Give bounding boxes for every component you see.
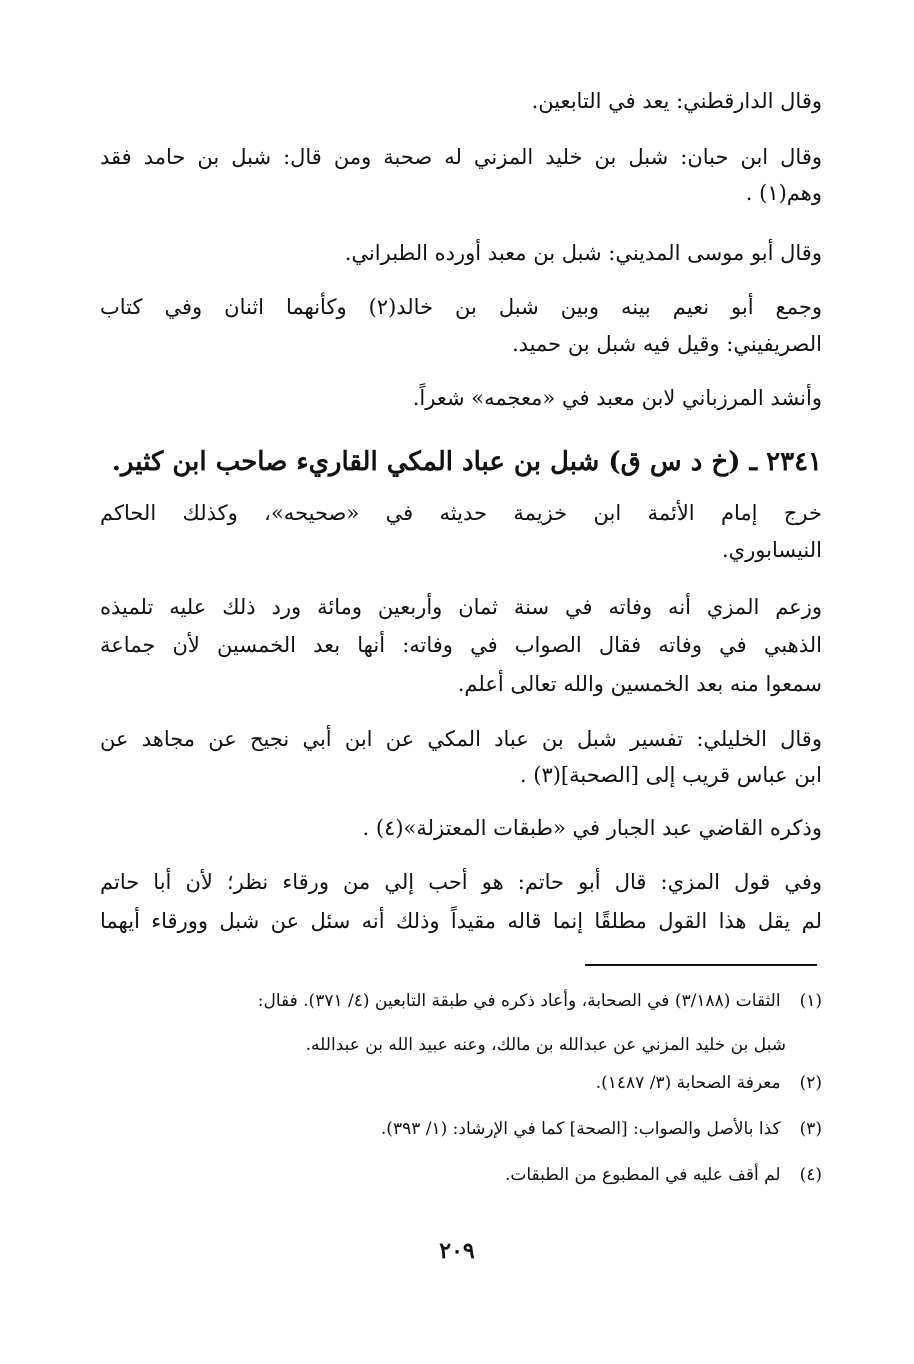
page-number: ٢٠٩ — [439, 1238, 475, 1264]
footnote-number: (١) — [799, 991, 822, 1011]
body-line-11: وزعم المزي أنه وفاته في سنة ثمان وأربعين ومائة ورد ذلك عليه تلميذه — [100, 595, 822, 619]
footnote-number: (٤) — [799, 1165, 822, 1185]
body-line-3: وهم(١) . — [745, 181, 822, 205]
body-line-12: الذهبي في وفاته فقال الصواب في وفاته: أنها بعد الخمسين لأن جماعة — [100, 633, 822, 657]
body-line-9: خرج إمام الأئمة ابن خزيمة حديثه في «صحيحه»، وكذلك الحاكم — [100, 501, 822, 525]
body-line-17: وفي قول المزي: قال أبو حاتم: هو أحب إلي من ورقاء نظر؛ لأن أبا حاتم — [100, 870, 822, 894]
footnote-3 — [100, 1114, 822, 1144]
body-line-15: ابن عباس قريب إلى [الصحبة](٣) . — [519, 763, 822, 787]
body-line-7: وأنشد المرزباني لابن معبد في «معجمه» شعراً. — [412, 386, 822, 410]
footnote-text: شبل بن خليد المزني عن عبدالله بن مالك، وعنه عبيد الله بن عبدالله. — [305, 1035, 786, 1055]
footnote-number: (٣) — [799, 1119, 822, 1139]
footnote-4 — [100, 1160, 822, 1190]
footnote-2 — [100, 1068, 822, 1098]
footnote-1-continuation — [100, 1030, 786, 1060]
entry-heading: ٢٣٤١ ـ (خ د س ق) شبل بن عباد المكي القاريء صاحب ابن كثير. — [111, 447, 822, 477]
footnote-text: لم أقف عليه في المطبوع من الطبقات. — [504, 1165, 781, 1185]
body-line-5: وجمع أبو نعيم بينه وبين شبل بن خالد(٢) وكأنهما اثنان وفي كتاب — [100, 295, 822, 319]
body-line-16: وذكره القاضي عبد الجبار في «طبقات المعتزلة»(٤) . — [362, 816, 822, 840]
footnote-text: الثقات (٣/١٨٨) في الصحابة، وأعاد ذكره في طبقة التابعين (٤/ ٣٧١). فقال: — [257, 991, 781, 1011]
body-line-14: وقال الخليلي: تفسير شبل بن عباد المكي عن ابن أبي نجيح عن مجاهد عن — [100, 727, 822, 751]
footnote-1 — [100, 986, 822, 1016]
body-line-13: سمعوا منه بعد الخمسين والله تعالى أعلم. — [457, 672, 822, 696]
footnote-separator — [585, 964, 817, 966]
footnote-text: كذا بالأصل والصواب: [الصحة] كما في الإرشاد: (١/ ٣٩٣). — [380, 1119, 781, 1139]
body-line-1: وقال الدارقطني: يعد في التابعين. — [531, 89, 822, 113]
body-line-6: الصريفيني: وقيل فيه شبل بن حميد. — [511, 332, 822, 356]
body-line-10: النيسابوري. — [722, 538, 822, 562]
body-line-4: وقال أبو موسى المديني: شبل بن معبد أورده الطبراني. — [344, 241, 822, 265]
footnote-number: (٢) — [799, 1073, 822, 1093]
footnote-text: معرفة الصحابة (٣/ ١٤٨٧). — [595, 1073, 781, 1093]
body-line-2: وقال ابن حبان: شبل بن خليد المزني له صحبة ومن قال: شبل بن حامد فقد — [100, 145, 822, 169]
body-line-18: لم يقل هذا القول مطلقًا إنما قاله مقيداً وذلك أنه سئل عن شبل وورقاء أيهما — [100, 909, 822, 933]
